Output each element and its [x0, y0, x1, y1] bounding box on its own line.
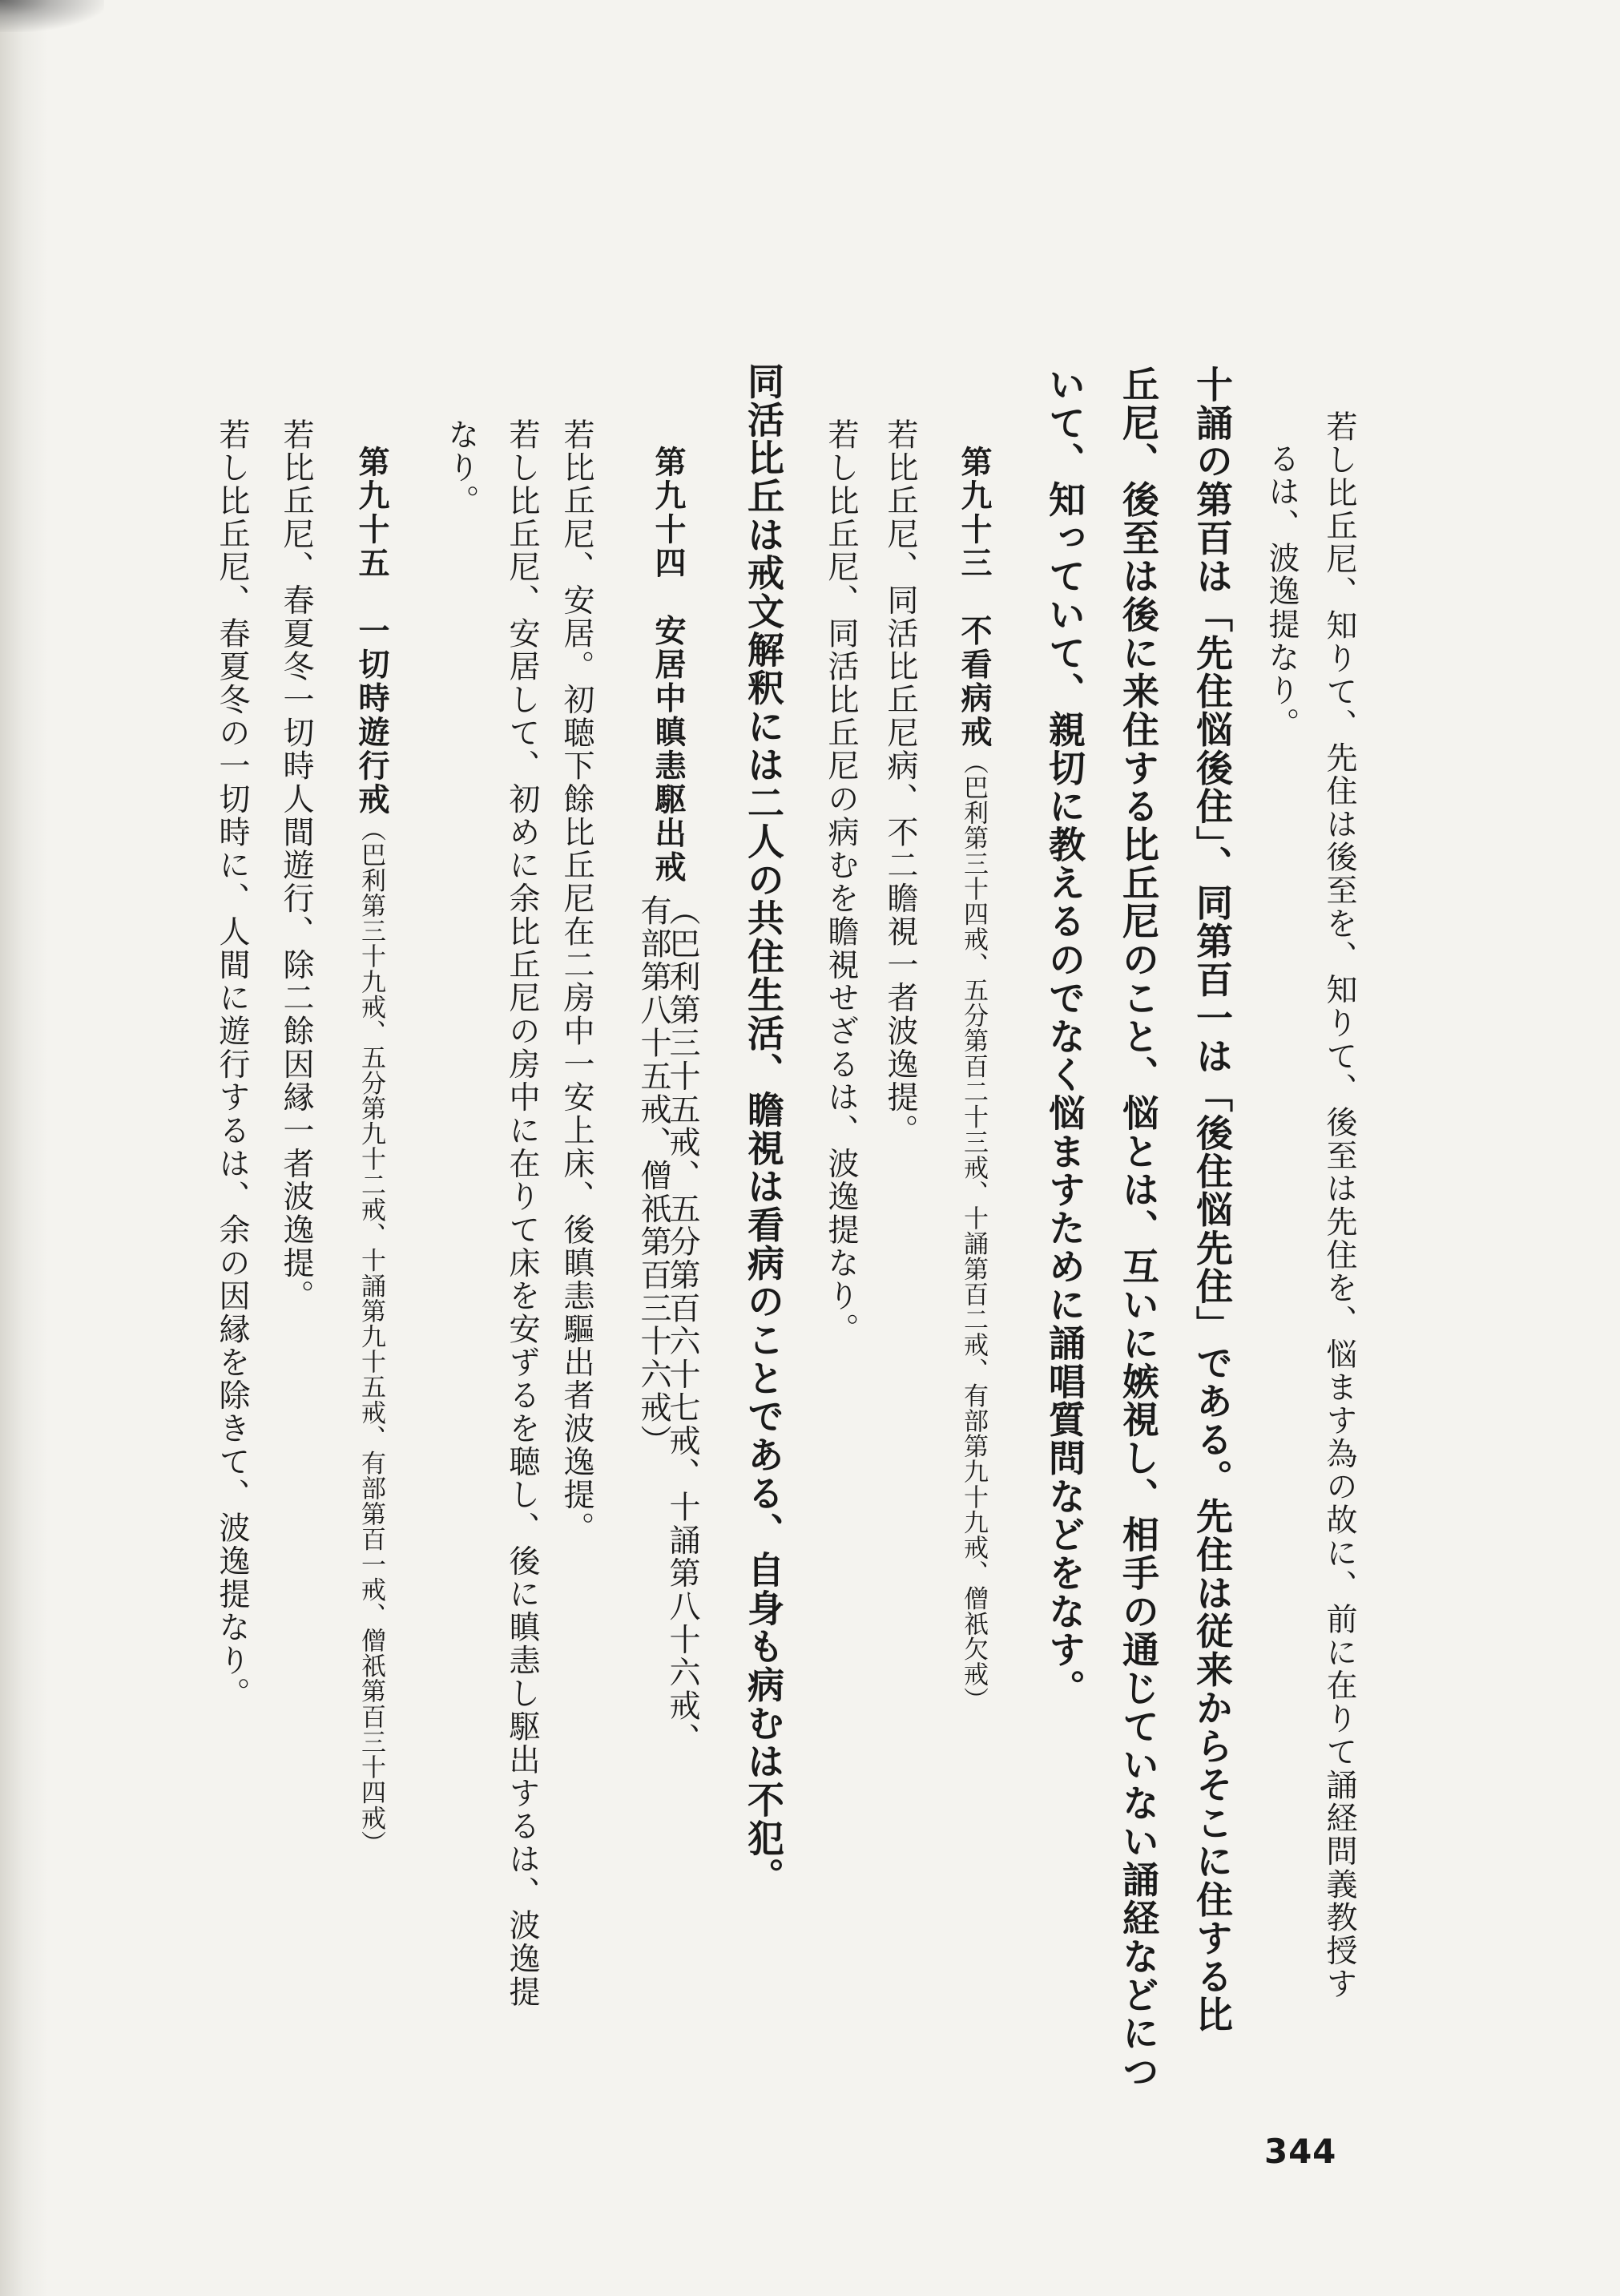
commentary-column-4	[1117, 365, 1160, 2091]
precept-heading-95	[353, 446, 389, 1856]
kanbun-column-7	[882, 418, 918, 1148]
text-column-16	[216, 418, 248, 1710]
commentary-text: 丘尼、後至は後に来住する比丘尼のこと、悩とは、互いに嫉視し、相手の通じていない誦経などにつ	[1117, 365, 1160, 2091]
commentary-column-3	[1191, 365, 1234, 2034]
kanbun-text: 若比丘尼、安居。初聴下餘比丘尼在二房中一安上床、後瞋恚驅出者波逸提。	[558, 418, 594, 1545]
body-text: 若し比丘尼、春夏冬の一切時に、人間に遊行するは、余の因縁を除きて、波逸提なり。	[214, 418, 250, 1711]
page-number: 344	[1264, 2132, 1337, 2171]
precept-reference-note: （巴利第三十四戒、五分第百二十三戒、十誦第百二戒、有部第九十九戒、僧祇欠戒）	[959, 749, 988, 1713]
precept-heading-94	[641, 446, 686, 885]
body-text: なり。	[443, 418, 479, 519]
text-column-1	[1321, 410, 1357, 2001]
commentary-column-9	[742, 362, 785, 1896]
text-column-2	[1263, 442, 1300, 741]
precept-title: 第九十四 安居中瞋恚駆出戒	[650, 446, 686, 885]
kanbun-column-15	[280, 418, 312, 1313]
precept-title: 第九十三 不看病戒	[956, 446, 992, 750]
text-column-12	[506, 418, 538, 2008]
precept-reference-note-b: 有部第八十五戒、僧祇第百三十六戒）	[635, 894, 671, 1458]
precept-title: 第九十五 一切時遊行戒	[353, 446, 389, 817]
kanbun-text: 若比丘尼、春夏冬一切時人間遊行、除二餘因縁一者波逸提。	[278, 418, 314, 1313]
scan-corner-shadow	[0, 0, 104, 32]
body-text: 若し比丘尼、安居して、初めに余比丘尼の房中に在りて床を安ずるを聴し、後に瞋恚し駆出するは、波逸提	[504, 418, 540, 2009]
scan-edge-shadow	[0, 0, 48, 2296]
precept-reference-note-a: （巴利第三十五戒、五分第百六十七戒、十誦第八十六戒、	[664, 894, 700, 1756]
body-text: 若し比丘尼、知りて、先住は後至を、知りて、後至は先住を、悩ます為の故に、前に在りて誦経問義教授す	[1321, 410, 1357, 2001]
kanbun-text: 若比丘尼、同活比丘尼病、不二瞻視一者波逸提。	[882, 418, 918, 1148]
precept-reference-note: （巴利第三十九戒、五分第九十二戒、十誦第九十五戒、有部第百一戒、僧祇第百三十四戒）	[357, 817, 385, 1856]
body-text: るは、波逸提なり。	[1263, 442, 1300, 741]
text-column-13	[445, 418, 477, 518]
commentary-column-5	[1043, 365, 1086, 1708]
commentary-text: いて、知っていて、親切に教えるのでなく悩ますために誦唱質問などをなす。	[1043, 365, 1086, 1708]
commentary-text: 同活比丘は戒文解釈には二人の共住生活、瞻視は看病のことである、自身も病むは不犯。	[742, 362, 785, 1896]
precept-heading-93	[956, 446, 992, 1713]
text-column-8	[823, 418, 859, 1346]
kanbun-column-11	[558, 418, 594, 1545]
body-text: 若し比丘尼、同活比丘尼の病むを瞻視せざるは、波逸提なり。	[823, 418, 859, 1346]
commentary-text: 十誦の第百は「先住悩後住」、同第百一は「後住悩先住」である。先住は従来からそこに住する比	[1191, 365, 1234, 2034]
